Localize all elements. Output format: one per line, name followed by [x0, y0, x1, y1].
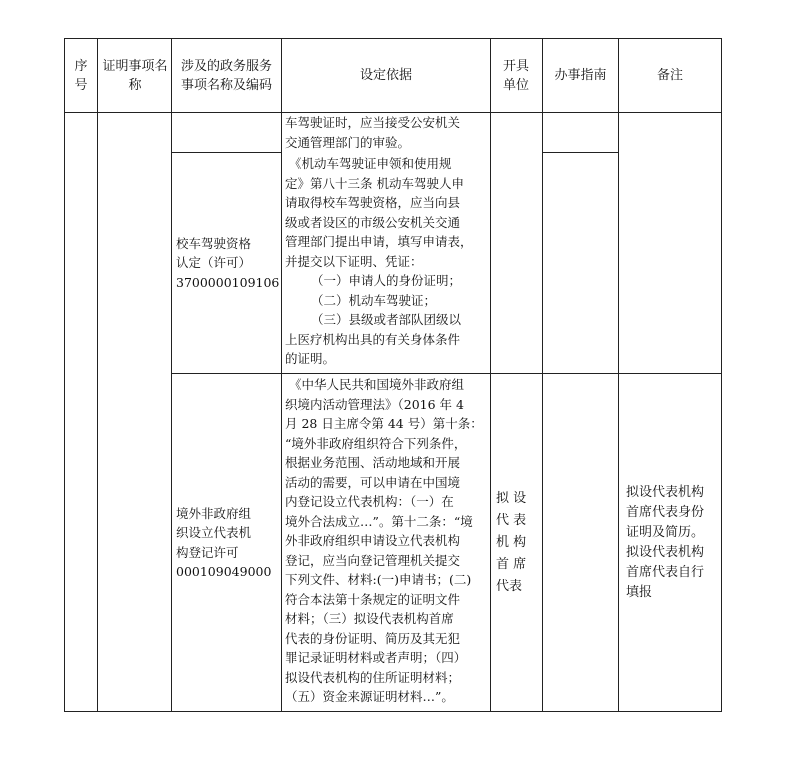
table-border-right [721, 38, 722, 712]
row1-basis-line: 定》第八十三条 机动车驾驶人申 [285, 175, 464, 191]
col-divider-4 [490, 38, 491, 712]
row2-basis-cell [285, 375, 488, 707]
row2-basis-line: 下列文件、材料:(一)申请书；(二) [285, 572, 472, 587]
col-divider-6 [618, 38, 619, 712]
row2-basis-line: 登记，应当向登记管理机关提交 [285, 552, 461, 568]
row2-item-line: 000109049000 [176, 564, 272, 579]
row1-item-cell [176, 153, 280, 373]
row2-basis-line: “境外非政府组织符合下列条件， [285, 435, 467, 451]
row1-basis-cell [285, 154, 488, 369]
row0-basis-cell [285, 113, 488, 152]
row1-basis-line: 的证明。 [285, 351, 336, 366]
row2-issuer-line: 代 表 [496, 512, 527, 528]
row0-basis-line: 车驾驶证时，应当接受公安机关 [285, 115, 461, 130]
table-border-left [64, 38, 65, 712]
row2-basis-line: 符合本法第十条规定的证明文件 [285, 591, 461, 607]
header-certificate-name [101, 39, 169, 112]
row1-basis-line: 《机动车驾驶证申领和使用规 [289, 156, 452, 171]
col-divider-5 [542, 38, 543, 712]
col-divider-1 [97, 38, 98, 712]
header-service-item [176, 39, 277, 112]
col-divider-3 [281, 38, 282, 712]
row2-basis-line: 内登记设立代表机构：（一）在 [285, 494, 454, 509]
row2-issuer-line: 拟 设 [496, 490, 527, 506]
header-remarks-text: 备注 [656, 68, 683, 83]
col-divider-2 [171, 38, 172, 712]
row1-basis-line: 上医疗机构出具的有关身体条件 [285, 331, 461, 347]
table-border-bottom [64, 711, 722, 712]
row1-item-line: 校车驾驶资格 [176, 235, 252, 251]
row2-item-line: 境外非政府组 [176, 505, 252, 521]
header-legal-basis [282, 39, 490, 112]
header-issuing-unit [497, 39, 535, 112]
row2-remark-line: 拟设代表机构 [626, 544, 705, 560]
row2-basis-line: 代表的身份证明、简历及其无犯 [285, 630, 461, 646]
row0-basis-line: 交通管理部门的审验。 [285, 134, 411, 150]
row2-remark-line: 首席代表自行 [626, 564, 705, 580]
row2-basis-line: 材料；（三）拟设代表机构首席 [285, 611, 454, 626]
row1-basis-line: （一）申请人的身份证明； [311, 273, 462, 288]
row1-item-line: 3700000109106 [176, 274, 280, 290]
header-serial-number [70, 39, 92, 112]
row2-remarks-cell [626, 374, 720, 711]
row2-basis-line: 根据业务范围、活动地域和开展 [285, 455, 461, 470]
header-remarks [619, 39, 721, 112]
row2-remark-line: 首席代表身份 [626, 504, 705, 520]
row1-basis-line: 并提交以下证明、凭证： [285, 253, 423, 269]
row1-item-line: 认定（许可） [176, 255, 252, 271]
header-certificate-text: 证明事项名称 [102, 58, 168, 93]
row2-basis-line: 拟设代表机构的住所证明材料； [285, 669, 461, 685]
row2-item-line: 构登记许可 [176, 544, 239, 560]
row2-issuer-line: 首 席 [496, 556, 527, 572]
row2-issuer-line: 代表 [496, 578, 523, 594]
row1-basis-line: （三）县级或者部队团级以 [311, 312, 462, 327]
row-divider-1b [542, 152, 618, 153]
row2-item-line: 织设立代表机 [176, 525, 252, 540]
row1-basis-line: 请取得校车驾驶资格，应当向县 [285, 195, 461, 210]
row2-basis-line: 活动的需要，可以申请在中国境 [285, 474, 461, 490]
row2-remark-line: 证明及简历。 [626, 524, 705, 540]
row2-basis-line: 《中华人民共和国境外非政府组 [289, 377, 465, 392]
row1-basis-line: 管理部门提出申请，填写申请表， [285, 234, 473, 249]
row2-basis-line: 织境内活动管理法》（2016 年 4 [285, 396, 464, 412]
header-guide-text: 办事指南 [554, 68, 607, 83]
row2-basis-line: 外非政府组织申请设立代表机构 [285, 533, 461, 548]
row2-issuer-line: 机 构 [496, 534, 527, 550]
header-guide [543, 39, 618, 112]
header-issuer-text: 开具单位 [502, 58, 529, 93]
row2-item-cell [176, 374, 280, 711]
row2-basis-line: 境外合法成立…”。第十二条：“境 [285, 513, 473, 529]
row2-remark-line: 填报 [626, 584, 653, 600]
header-serial-text: 序号 [74, 58, 88, 93]
row1-basis-line: 级或者设区的市级公安机关交通 [285, 214, 461, 230]
row2-basis-line: 罪记录证明材料或者声明；（四） [285, 650, 467, 665]
row2-issuer-cell [496, 374, 540, 711]
row2-basis-line: 月 28 日主席令第 44 号）第十条： [285, 416, 483, 431]
header-basis-text: 设定依据 [359, 68, 412, 83]
row2-basis-line: （五）资金来源证明材料…”。 [285, 689, 454, 704]
row1-basis-line: （二）机动车驾驶证； [311, 292, 437, 308]
row2-remark-line: 拟设代表机构 [626, 484, 705, 500]
header-service-text: 涉及的政务服务事项名称及编码 [180, 58, 272, 93]
